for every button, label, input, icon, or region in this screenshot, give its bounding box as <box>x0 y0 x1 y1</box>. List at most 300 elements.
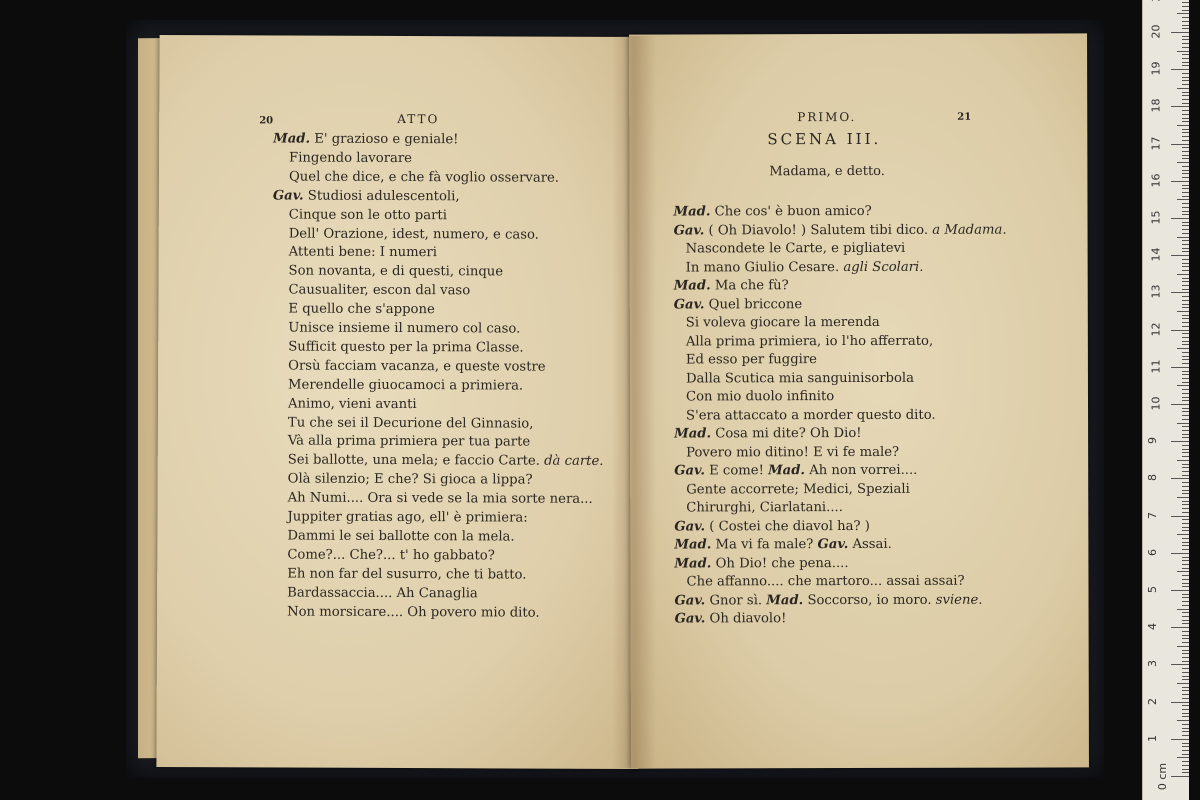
verse-text: Ma vi fa male? <box>711 537 818 553</box>
ruler-tick <box>1182 635 1189 636</box>
ruler-tick <box>1182 251 1189 252</box>
ruler-tick <box>1182 248 1189 249</box>
ruler-tick <box>1182 605 1189 606</box>
ruler-tick <box>1182 318 1189 319</box>
ruler-tick <box>1177 51 1189 52</box>
verse-text: Attenti bene: I numeri <box>288 244 437 261</box>
ruler-tick <box>1182 597 1189 598</box>
ruler-tick <box>1182 281 1189 282</box>
ruler-tick <box>1182 259 1189 260</box>
verse-text: Và alla prima primiera per tua parte <box>287 433 531 450</box>
ruler-tick <box>1182 579 1189 580</box>
ruler-tick <box>1182 471 1189 472</box>
ruler-tick <box>1182 229 1189 230</box>
left-page-line <box>289 226 539 242</box>
ruler-tick <box>1182 170 1189 171</box>
ruler-number: 17 <box>1149 136 1163 151</box>
right-page-line <box>674 556 848 571</box>
ruler-tick <box>1182 475 1189 476</box>
left-page-line <box>287 585 478 601</box>
ruler-tick <box>1171 739 1189 740</box>
ruler-tick <box>1182 84 1189 85</box>
ruler-number: 4 <box>1146 623 1159 631</box>
ruler-tick <box>1182 10 1189 11</box>
ruler-tick <box>1182 575 1189 576</box>
ruler-tick <box>1182 356 1189 357</box>
ruler-tick <box>1182 426 1189 427</box>
ruler-tick <box>1177 497 1189 498</box>
ruler-tick <box>1182 668 1189 669</box>
speaker-name: Gav. <box>674 611 706 627</box>
ruler-tick <box>1182 65 1189 66</box>
ruler-tick <box>1177 534 1189 535</box>
stage-direction: a Madama. <box>932 222 1007 238</box>
verse-text: E' grazioso e geniale! <box>310 131 459 148</box>
ruler-tick <box>1182 80 1189 81</box>
ruler-tick <box>1182 382 1189 383</box>
ruler-tick <box>1182 769 1189 770</box>
verse-text: Juppiter gratias ago, ell' è primiera: <box>287 509 528 526</box>
ruler-tick <box>1177 199 1189 200</box>
right-page-line <box>675 611 787 626</box>
ruler-tick <box>1182 750 1189 751</box>
measuring-ruler <box>1142 0 1189 800</box>
ruler-tick <box>1182 166 1189 167</box>
ruler-tick <box>1182 638 1189 639</box>
ruler-tick <box>1182 28 1189 29</box>
ruler-tick <box>1182 672 1189 673</box>
verse-text: Quel briccone <box>704 296 803 312</box>
ruler-tick <box>1182 452 1189 453</box>
ruler-tick <box>1182 211 1189 212</box>
ruler-number: 12 <box>1149 322 1163 337</box>
ruler-tick <box>1182 512 1189 513</box>
verse-text: Son novanta, e di questi, cinque <box>288 263 504 280</box>
left-page-line <box>288 358 546 374</box>
verse-text: Come?... Che?... t' ho gabbato? <box>287 547 495 564</box>
ruler-tick <box>1171 553 1189 554</box>
ruler-tick <box>1177 88 1189 89</box>
ruler-number: 11 <box>1149 359 1163 374</box>
stage-direction: sviene. <box>935 592 983 608</box>
ruler-tick <box>1182 415 1189 416</box>
right-page-line <box>686 241 906 257</box>
ruler-tick <box>1182 620 1189 621</box>
ruler-tick <box>1182 490 1189 491</box>
ruler-tick <box>1177 13 1189 14</box>
right-page-line <box>686 407 936 423</box>
ruler-tick <box>1171 590 1189 591</box>
ruler-tick <box>1182 136 1189 137</box>
ruler-tick <box>1177 274 1189 275</box>
ruler-tick <box>1182 151 1189 152</box>
ruler-tick <box>1182 278 1189 279</box>
ruler-tick <box>1182 679 1189 680</box>
ruler-tick <box>1182 557 1189 558</box>
ruler-tick <box>1182 266 1189 267</box>
ruler-tick <box>1182 594 1189 595</box>
ruler-tick <box>1182 698 1189 699</box>
right-page-line <box>686 500 843 515</box>
left-running-head: ATTO <box>397 111 440 127</box>
ruler-tick <box>1182 765 1189 766</box>
speaker-name: Gav. <box>272 188 304 204</box>
verse-text: Si voleva giocare la merenda <box>685 314 880 331</box>
ruler-tick <box>1182 731 1189 732</box>
left-page-line <box>288 472 533 488</box>
right-page-line <box>686 352 817 367</box>
stage-direction: agli Scolari. <box>843 259 924 275</box>
speaker-name: Mad. <box>674 555 712 571</box>
ruler-tick <box>1182 508 1189 509</box>
verse-text: S'era attaccato a morder questo dito. <box>686 407 936 423</box>
right-page-line <box>686 315 880 331</box>
ruler-tick <box>1171 702 1189 703</box>
ruler-tick <box>1182 408 1189 409</box>
ruler-tick <box>1182 371 1189 372</box>
ruler-tick <box>1177 162 1189 163</box>
verse-text: Sufficit questo per la prima Classe. <box>288 339 524 356</box>
right-page-number: 21 <box>957 111 972 123</box>
ruler-tick <box>1171 441 1189 442</box>
ruler-tick <box>1182 132 1189 133</box>
ruler-tick <box>1182 653 1189 654</box>
verse-text: Dalla Scutica mia sanguinisorbola <box>685 370 915 386</box>
ruler-tick <box>1182 676 1189 677</box>
verse-text: Oh Dio! che pena.... <box>711 555 849 571</box>
ruler-tick <box>1182 530 1189 531</box>
right-page-line <box>686 370 914 386</box>
ruler-tick <box>1182 173 1189 174</box>
ruler-tick <box>1182 545 1189 546</box>
left-page-line <box>288 339 523 355</box>
ruler-tick <box>1182 445 1189 446</box>
ruler-tick <box>1182 493 1189 494</box>
ruler-tick <box>1182 456 1189 457</box>
verse-text: Animo, vieni avanti <box>287 396 417 412</box>
ruler-tick <box>1177 237 1189 238</box>
speaker-name: Gav. <box>674 592 706 608</box>
ruler-tick <box>1171 292 1189 293</box>
ruler-number: 13 <box>1149 284 1163 299</box>
ruler-tick <box>1182 434 1189 435</box>
verse-text: Dammi le sei ballotte con la mela. <box>287 528 515 545</box>
ruler-tick <box>1171 627 1189 628</box>
ruler-tick <box>1177 646 1189 647</box>
ruler-tick <box>1182 121 1189 122</box>
ruler-tick <box>1171 218 1189 219</box>
speaker-name: Mad. <box>673 204 711 220</box>
ruler-tick <box>1182 359 1189 360</box>
ruler-number: 18 <box>1149 98 1163 113</box>
left-page-line <box>289 207 447 223</box>
ruler-tick <box>1182 687 1189 688</box>
ruler-tick <box>1182 467 1189 468</box>
speaker-name: Gav. <box>817 537 849 553</box>
ruler-tick <box>1182 583 1189 584</box>
verse-text: Ah non vorrei.... <box>805 462 918 479</box>
ruler-tick <box>1182 586 1189 587</box>
right-page-line <box>686 574 964 590</box>
ruler-tick <box>1171 330 1189 331</box>
ruler-tick <box>1182 21 1189 22</box>
left-page-line <box>287 566 526 582</box>
verse-text: Unisce insieme il numero col caso. <box>288 320 521 337</box>
ruler-tick <box>1177 720 1189 721</box>
ruler-tick <box>1182 147 1189 148</box>
ruler-tick <box>1182 564 1189 565</box>
verse-text: Nascondete le Carte, e pigliatevi <box>685 240 906 257</box>
ruler-tick <box>1177 683 1189 684</box>
ruler-tick <box>1171 478 1189 479</box>
ruler-tick <box>1177 460 1189 461</box>
ruler-tick <box>1171 367 1189 368</box>
ruler-tick <box>1182 728 1189 729</box>
ruler-tick <box>1182 326 1189 327</box>
ruler-tick <box>1182 47 1189 48</box>
ruler-tick <box>1182 519 1189 520</box>
left-page-line <box>288 453 604 469</box>
verse-text: Ma che fù? <box>710 278 789 294</box>
right-page-line <box>686 389 834 404</box>
verse-text: Cosa mi dite? Oh Dio! <box>711 425 862 442</box>
left-page-line <box>287 528 514 544</box>
speaker-name: Mad. <box>768 463 806 479</box>
verse-text: E come! <box>704 463 769 479</box>
ruler-number: 16 <box>1149 173 1163 188</box>
ruler-tick <box>1182 341 1189 342</box>
ruler-number: 9 <box>1146 437 1159 445</box>
ruler-tick <box>1171 255 1189 256</box>
ruler-tick <box>1182 307 1189 308</box>
right-page-line <box>675 592 983 608</box>
ruler-tick <box>1182 17 1189 18</box>
verse-text: Orsù facciam vacanza, e queste vostre <box>288 358 546 375</box>
verse-text: Soccorso, io moro. <box>803 592 936 608</box>
ruler-tick <box>1182 240 1189 241</box>
left-page-line <box>273 188 460 204</box>
ruler-tick <box>1182 538 1189 539</box>
verse-text: Fingendo lavorare <box>289 150 413 166</box>
verse-text: Tu che sei il Decurione del Ginnasio, <box>287 415 534 432</box>
ruler-tick <box>1182 244 1189 245</box>
ruler-tick <box>1182 393 1189 394</box>
ruler-number: 10 <box>1149 396 1163 411</box>
ruler-tick <box>1182 62 1189 63</box>
ruler-tick <box>1182 772 1189 773</box>
ruler-tick <box>1182 601 1189 602</box>
verse-text: In mano Giulio Cesare. <box>685 259 844 275</box>
ruler-tick <box>1182 73 1189 74</box>
ruler-tick <box>1182 77 1189 78</box>
ruler-tick <box>1182 296 1189 297</box>
ruler-number: 15 <box>1149 210 1163 225</box>
ruler-tick <box>1182 6 1189 7</box>
right-page-line <box>674 537 891 553</box>
ruler-tick <box>1182 196 1189 197</box>
ruler-tick <box>1182 92 1189 93</box>
ruler-tick <box>1182 114 1189 115</box>
ruler-tick <box>1182 743 1189 744</box>
left-page-line <box>273 131 458 147</box>
ruler-tick <box>1171 144 1189 145</box>
ruler-tick <box>1182 103 1189 104</box>
verse-text: Olà silenzio; E che? Si gioca a lippa? <box>287 471 533 488</box>
ruler-tick <box>1182 192 1189 193</box>
right-page-line <box>674 222 1007 238</box>
ruler-tick <box>1182 118 1189 119</box>
ruler-number: 3 <box>1146 660 1159 668</box>
left-page-line <box>287 547 495 563</box>
ruler-tick <box>1182 419 1189 420</box>
ruler-tick <box>1182 158 1189 159</box>
ruler-number: 2 <box>1146 697 1159 705</box>
left-page-line <box>288 302 434 318</box>
ruler-tick <box>1182 527 1189 528</box>
ruler-tick <box>1182 542 1189 543</box>
ruler-tick <box>1182 642 1189 643</box>
verse-text: Dell' Orazione, idest, numero, e caso. <box>288 226 539 243</box>
ruler-tick <box>1182 207 1189 208</box>
ruler-tick <box>1182 449 1189 450</box>
verse-text: Merendelle giuocamoci a primiera. <box>288 377 524 394</box>
ruler-number: 14 <box>1149 247 1163 262</box>
speaker-name: Mad. <box>674 537 712 553</box>
ruler-tick <box>1182 623 1189 624</box>
speaker-name: Gav. <box>673 222 705 238</box>
verse-text: ( Oh Diavolo! ) Salutem tibi dico. <box>704 222 933 238</box>
right-page-line <box>674 426 862 441</box>
scene-characters: Madama, e detto. <box>769 163 885 180</box>
ruler-tick <box>1182 482 1189 483</box>
ruler-tick <box>1171 181 1189 182</box>
ruler-tick <box>1182 333 1189 334</box>
speaker-name: Mad. <box>674 426 712 442</box>
ruler-tick <box>1171 516 1189 517</box>
ruler-tick <box>1182 504 1189 505</box>
ruler-tick <box>1182 501 1189 502</box>
verse-text: Assai. <box>848 536 892 553</box>
ruler-number: 6 <box>1146 548 1159 556</box>
left-page <box>156 35 641 769</box>
ruler-tick <box>1182 214 1189 215</box>
ruler-tick <box>1182 464 1189 465</box>
verse-text: Ah Numi.... Ora si vede se la mia sorte nera... <box>287 490 593 507</box>
left-page-line <box>288 396 417 412</box>
left-page-number: 20 <box>259 115 274 127</box>
ruler-tick <box>1182 263 1189 264</box>
verse-text: Sei ballotte, una mela; e faccio Carte. <box>287 452 545 469</box>
ruler-tick <box>1182 315 1189 316</box>
left-page-line <box>288 415 534 431</box>
verse-text: Gente accorrete; Medici, Speziali <box>686 481 910 497</box>
stage-direction: dà carte. <box>544 453 604 470</box>
verse-text: Quel che dice, e che fà voglio osservare. <box>288 169 560 186</box>
ruler-tick <box>1182 304 1189 305</box>
ruler-tick <box>1182 99 1189 100</box>
ruler-tick <box>1182 661 1189 662</box>
right-page-line <box>686 444 899 460</box>
ruler-tick <box>1182 694 1189 695</box>
verse-text: Cinque son le otto parti <box>288 207 447 223</box>
left-page-line <box>289 264 504 280</box>
right-page-line <box>686 481 910 497</box>
ruler-tick <box>1182 322 1189 323</box>
ruler-tick <box>1182 222 1189 223</box>
ruler-tick <box>1182 203 1189 204</box>
left-page-line <box>288 283 470 299</box>
verse-text: Causualiter, escon dal vaso <box>288 282 471 299</box>
ruler-tick <box>1182 337 1189 338</box>
ruler-tick <box>1182 631 1189 632</box>
speaker-name: Mad. <box>766 592 804 608</box>
ruler-tick <box>1182 110 1189 111</box>
ruler-tick <box>1182 58 1189 59</box>
right-page-line <box>673 204 871 220</box>
ruler-tick <box>1182 397 1189 398</box>
speaker-name: Gav. <box>673 296 705 312</box>
ruler-tick <box>1182 177 1189 178</box>
verse-text: Povero mio ditino! E vi fe male? <box>686 444 900 460</box>
verse-text: Gnor sì. <box>705 592 767 608</box>
right-page-line <box>674 463 917 479</box>
ruler-number: 5 <box>1146 586 1159 593</box>
right-page-line <box>674 297 802 312</box>
ruler-tick <box>1182 185 1189 186</box>
ruler-tick <box>1182 389 1189 390</box>
right-running-head: PRIMO. <box>797 110 857 125</box>
ruler-tick <box>1177 125 1189 126</box>
ruler-tick <box>1182 400 1189 401</box>
ruler-tick <box>1182 746 1189 747</box>
right-page-line <box>674 278 789 293</box>
ruler-tick <box>1182 657 1189 658</box>
speaker-name: Gav. <box>674 463 705 479</box>
ruler-tick <box>1182 378 1189 379</box>
verse-text: Ed esso per fuggire <box>685 352 817 368</box>
speaker-name: Mad. <box>273 131 311 147</box>
ruler-tick <box>1177 348 1189 349</box>
ruler-tick <box>1182 289 1189 290</box>
verse-text: Chirurghi, Ciarlatani.... <box>686 500 843 516</box>
ruler-number: 20 <box>1149 24 1163 39</box>
ruler-tick <box>1182 95 1189 96</box>
right-page-line <box>674 518 870 534</box>
verse-text: Alla prima primiera, io l'ho afferrato, <box>685 333 934 349</box>
right-page-line <box>686 333 933 349</box>
ruler-number: 7 <box>1146 511 1159 519</box>
ruler-tick <box>1182 233 1189 234</box>
ruler-tick <box>1171 404 1189 405</box>
ruler-tick <box>1182 188 1189 189</box>
left-page-line <box>288 434 530 450</box>
ruler-tick <box>1177 423 1189 424</box>
ruler-tick <box>1171 32 1189 33</box>
ruler-tick <box>1182 690 1189 691</box>
ruler-tick <box>1177 311 1189 312</box>
verse-text: E quello che s'appone <box>288 301 435 318</box>
ruler-tick <box>1171 664 1189 665</box>
verse-text: Che cos' è buon amico? <box>710 203 872 220</box>
ruler-number <box>1150 0 1163 1</box>
speaker-name: Mad. <box>673 278 711 294</box>
left-page-line <box>289 169 559 185</box>
ruler-tick <box>1182 225 1189 226</box>
ruler-tick <box>1182 650 1189 651</box>
verse-text: Che affanno.... che martoro... assai assai? <box>686 573 965 590</box>
ruler-tick <box>1182 36 1189 37</box>
ruler-tick <box>1177 609 1189 610</box>
